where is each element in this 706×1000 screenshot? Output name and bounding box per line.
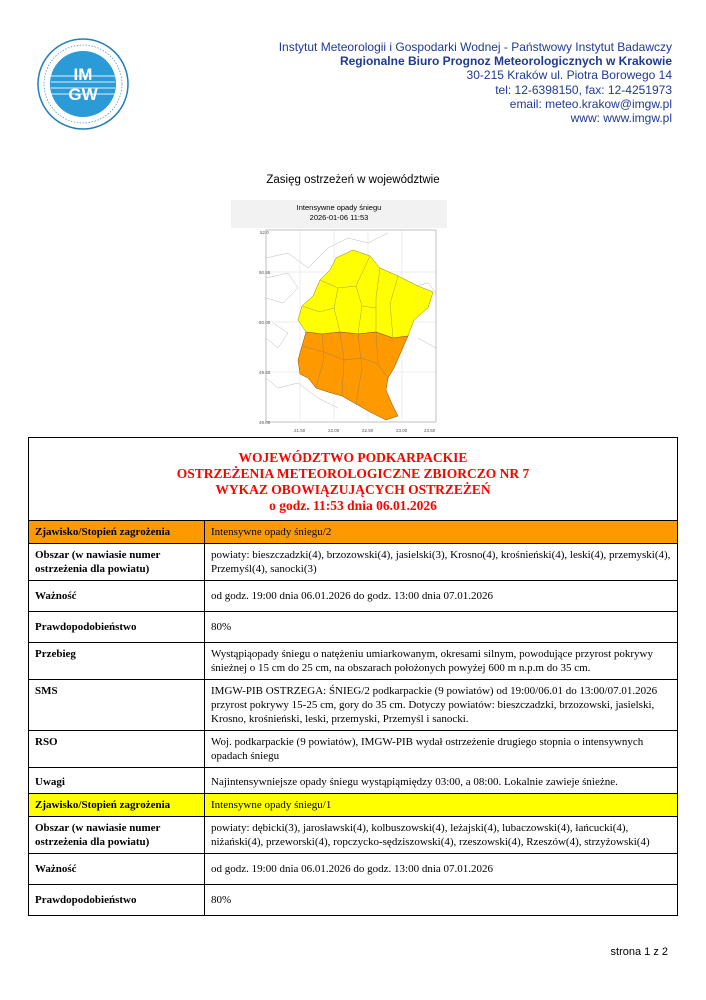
table-row xyxy=(29,854,678,885)
map-title: Intensywne opady śniegu xyxy=(296,203,382,212)
row-label: Prawdopodobieństwo xyxy=(29,612,205,643)
map-canvas xyxy=(258,228,438,435)
title-line-1: WOJEWÓDZTWO PODKARPACKIE xyxy=(238,450,468,465)
warnings-table-wrapper xyxy=(28,437,678,916)
map-timestamp: 2026-01-06 11:53 xyxy=(309,213,369,222)
row-value: 80% xyxy=(205,612,678,643)
map-y-tick-1: 52.0 xyxy=(260,230,269,235)
map-x-tick-2: 22.00 xyxy=(328,428,340,433)
row-value: Wystąpiąopady śniegu o natężeniu umiarkowanym, okresami silnym, powodujące przyrost pokrywy śnieżnej o 15 cm do 25 cm, na obszarach położonych powyżej 600 m n.p.m do 35 cm. xyxy=(205,643,678,680)
row-value: Najintensywniejsze opady śniegu wystąpiąmiędzy 03:00, a 08:00. Lokalnie zawieje śnieżne. xyxy=(205,768,678,794)
map-y-tick-2: 50.55 xyxy=(259,270,271,275)
table-row xyxy=(29,731,678,768)
row-value: 80% xyxy=(205,885,678,916)
map-x-tick-4: 23.00 xyxy=(396,428,408,433)
header-line-4: tel: 12-6398150, fax: 12-4251973 xyxy=(495,82,672,97)
row-label: Przebieg xyxy=(29,643,205,680)
svg-text:GW: GW xyxy=(68,85,98,104)
title-line-2: OSTRZEŻENIA METEOROLOGICZNE ZBIORCZO NR 7 xyxy=(176,466,530,481)
row-label: Obszar (w nawiasie numer ostrzeżenia dla powiatu) xyxy=(29,544,205,581)
table-row xyxy=(29,768,678,794)
map-title-box xyxy=(231,200,447,228)
table-row xyxy=(29,885,678,916)
row-label: Ważność xyxy=(29,581,205,612)
map-x-tick-5: 23.50 xyxy=(424,428,436,433)
row-label: RSO xyxy=(29,731,205,768)
map-x-tick-1: 21.50 xyxy=(294,428,306,433)
row-value: IMGW-PIB OSTRZEGA: ŚNIEG/2 podkarpackie (9 powiatów) od 19:00/06.01 do 13:00/07.01.2026 przyrost pokrywy 15-25 cm, gory do 35 cm. Dotyczy powiatów: bieszczadzki, brzozowski, jasielski, Krosno, krośnieński, leski, przemyski, Przemyśl i sanocki. xyxy=(205,680,678,731)
title-line-4: o godz. 11:53 dnia 06.01.2026 xyxy=(269,498,437,513)
row-value: powiaty: dębicki(3), jarosławski(4), kolbuszowski(4), leżajski(4), lubaczowski(4), łańcucki(4), niżański(4), przeworski(4), ropczycko-sędziszowski(4), rzeszowski(4), Rzeszów(4), strzyżowski(4) xyxy=(205,817,678,854)
row-value: Intensywne opady śniegu/1 xyxy=(205,794,678,817)
warning-map xyxy=(231,200,447,435)
header-line-1: Instytut Meteorologii i Gospodarki Wodnej - Państwowy Instytut Badawczy xyxy=(278,40,672,54)
table-title xyxy=(29,438,678,521)
row-value: Woj. podkarpackie (9 powiatów), IMGW-PIB wydał ostrzeżenie drugiego stopnia o intensywnych opadach śniegu xyxy=(205,731,678,768)
row-value: od godz. 19:00 dnia 06.01.2026 do godz. 13:00 dnia 07.01.2026 xyxy=(205,854,678,885)
row-label: Prawdopodobieństwo xyxy=(29,885,205,916)
row-label: SMS xyxy=(29,680,205,731)
warnings-table xyxy=(28,437,678,916)
header-line-2: Regionalne Biuro Prognoz Meteorologicznych w Krakowie xyxy=(339,54,672,69)
table-row xyxy=(29,794,678,817)
row-label: Ważność xyxy=(29,854,205,885)
warning-range-label: Zasięg ostrzeżeń w województwie xyxy=(266,174,440,186)
row-label: Obszar (w nawiasie numer ostrzeżenia dla powiatu) xyxy=(29,817,205,854)
row-label: Uwagi xyxy=(29,768,205,794)
header-line-5: email: meteo.krakow@imgw.pl xyxy=(509,96,672,111)
svg-text:IM: IM xyxy=(73,65,93,84)
map-x-tick-3: 22.50 xyxy=(362,428,374,433)
table-row xyxy=(29,544,678,581)
institute-header xyxy=(279,40,672,125)
table-row xyxy=(29,612,678,643)
map-y-tick-5: 49.00 xyxy=(259,420,271,425)
table-title-row xyxy=(29,438,678,521)
page-number: strona 1 z 2 xyxy=(610,946,668,958)
row-value: od godz. 19:00 dnia 06.01.2026 do godz. 13:00 dnia 07.01.2026 xyxy=(205,581,678,612)
table-row xyxy=(29,680,678,731)
header-line-3: 30-215 Kraków ul. Piotra Borowego 14 xyxy=(466,68,672,83)
map-y-tick-3: 50.00 xyxy=(259,320,271,325)
header-line-6: www: www.imgw.pl xyxy=(570,111,672,126)
row-value: powiaty: bieszczadzki(4), brzozowski(4), jasielski(3), Krosno(4), krośnieński(4), leski(4), przemyski(4), Przemyśl(4), sanocki(3) xyxy=(205,544,678,581)
row-label: Zjawisko/Stopień zagrożenia xyxy=(29,521,205,544)
map-y-tick-4: 49.50 xyxy=(259,370,271,375)
table-row xyxy=(29,817,678,854)
table-row xyxy=(29,521,678,544)
row-value: Intensywne opady śniegu/2 xyxy=(205,521,678,544)
table-row xyxy=(29,643,678,680)
title-line-3: WYKAZ OBOWIĄZUJĄCYCH OSTRZEŻEŃ xyxy=(215,482,491,497)
row-label: Zjawisko/Stopień zagrożenia xyxy=(29,794,205,817)
imgw-logo xyxy=(37,38,129,130)
table-row xyxy=(29,581,678,612)
